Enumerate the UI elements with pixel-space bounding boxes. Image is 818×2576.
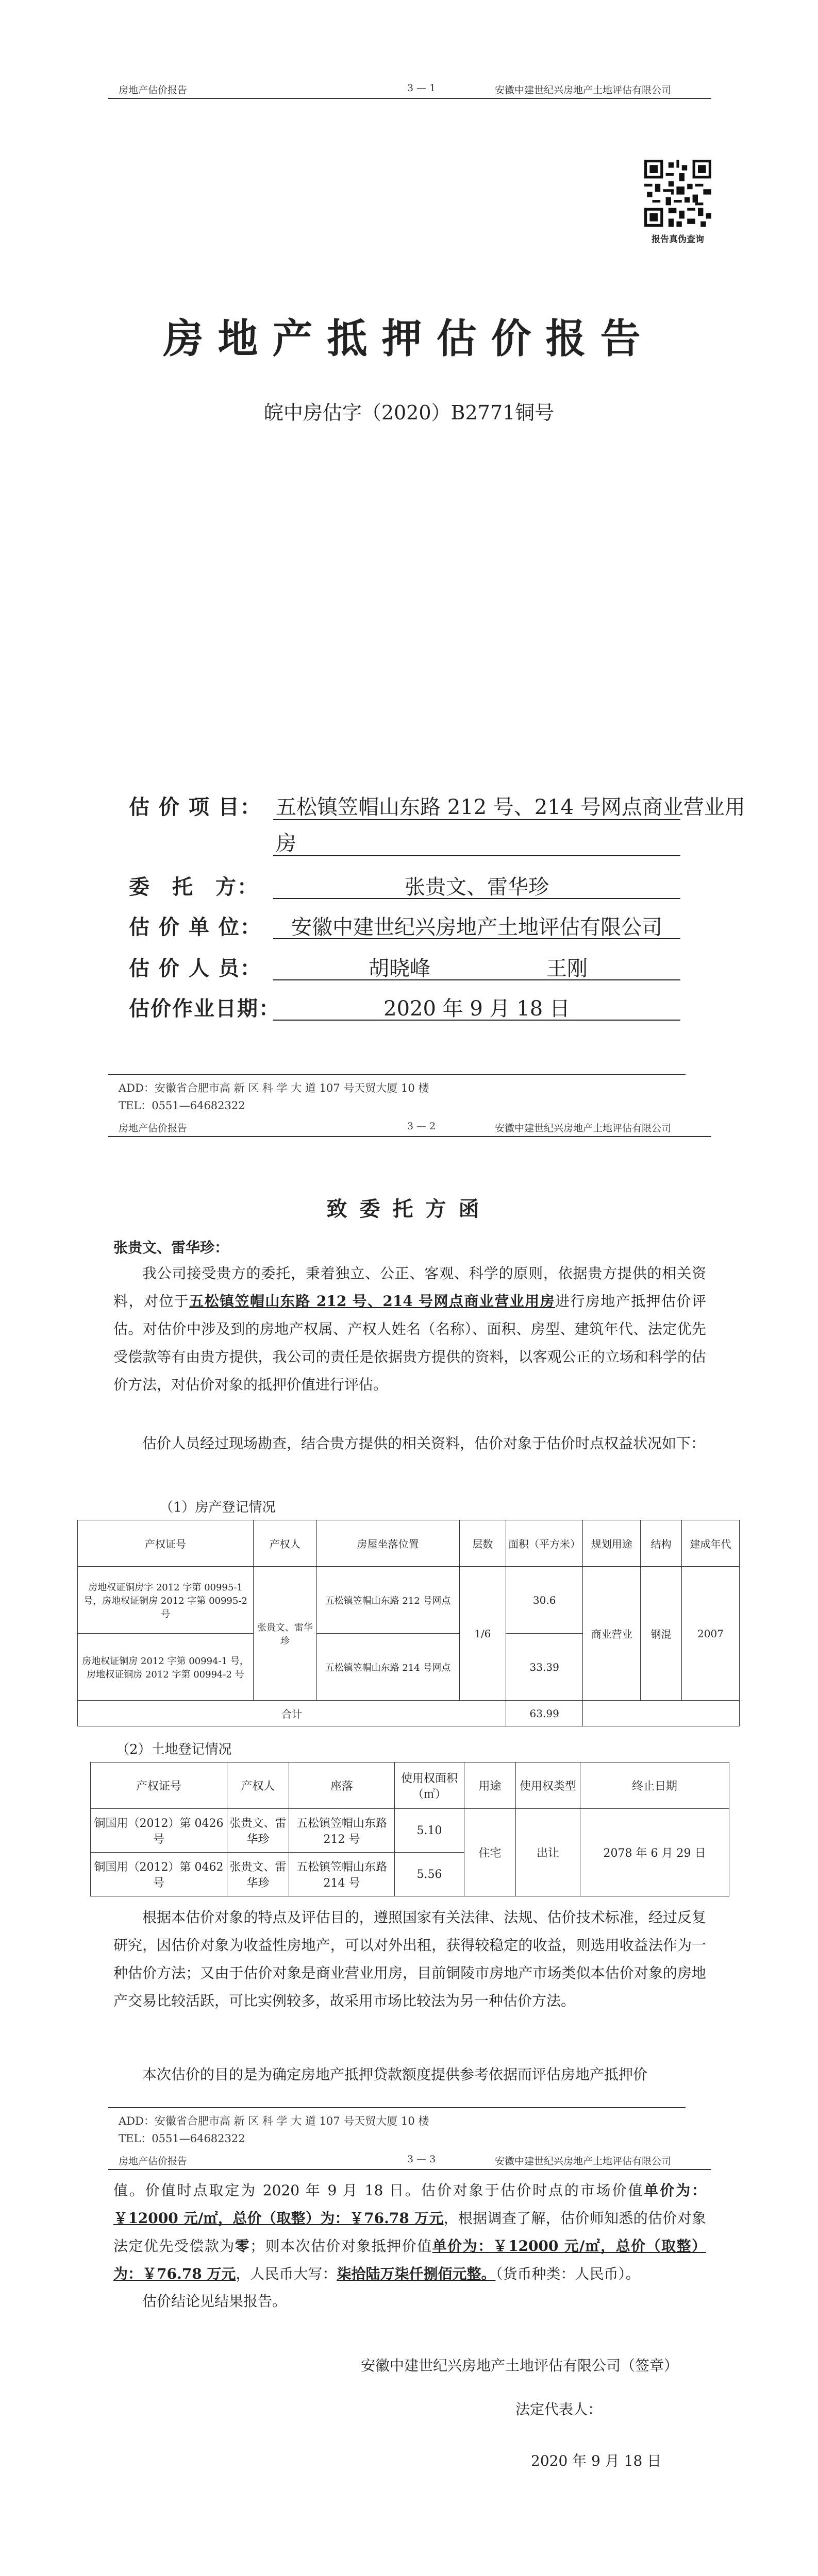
t1-owner: 张贵文、雷华珍 <box>253 1567 316 1701</box>
p5-amount-in-words: 柒拾陆万柒仟捌佰元整。 <box>337 2265 496 2282</box>
footer-phone: TEL：0551—64682322 <box>119 2132 245 2145</box>
p5-currency: （货币种类：人民币）。 <box>495 2265 640 2282</box>
project-underline-2 <box>273 855 680 856</box>
t1-area: 30.6 <box>506 1567 583 1634</box>
table-row <box>78 1567 740 1634</box>
p5-text-d: ，根据调查了解，估价师知悉的估价对象法定优先受偿款为 <box>113 2210 706 2255</box>
appraisers-underline <box>273 979 680 980</box>
t2-header: 使用权面积（㎡） <box>395 1762 464 1809</box>
t1-total-label: 合计 <box>78 1701 506 1726</box>
client-value: 张贵文、雷华珍 <box>405 875 549 899</box>
p5-text-h: ，人民币大写： <box>236 2265 337 2282</box>
t1-header: 面积（平方米） <box>506 1520 583 1567</box>
t1-total-blank <box>583 1701 740 1726</box>
table1-header-row <box>78 1520 740 1567</box>
project-underline-1 <box>273 819 680 820</box>
project-value-line2: 房 <box>276 832 296 855</box>
appraiser-org-value: 安徽中建世纪兴房地产土地评估有限公司 <box>291 916 662 939</box>
t1-structure: 钢混 <box>641 1567 682 1701</box>
table2-caption: （2）土地登记情况 <box>116 1742 232 1757</box>
t1-location: 五松镇笠帽山东路 212 号网点 <box>316 1567 459 1634</box>
project-label: 估 价 项 目： <box>129 795 262 819</box>
header-page-number: 3 — 2 <box>407 1121 436 1132</box>
p5-unit-label: 单价为： <box>644 2182 706 2199</box>
letter-paragraph-2: 估价人员经过现场勘查，结合贵方提供的相关资料，估价对象于估价时点权益状况如下： <box>142 1435 706 1452</box>
t1-header: 产权人 <box>253 1520 316 1567</box>
land-registration-table <box>90 1762 729 1896</box>
t1-use: 商业营业 <box>583 1567 641 1701</box>
t2-cert: 铜国用（2012）第 0426 号 <box>91 1809 227 1853</box>
t2-location: 五松镇笠帽山东路 214 号 <box>289 1853 395 1896</box>
p5-mortgage-value: 单价为：￥12000 元/㎡，总价（取整）为：￥76.78 万元 <box>113 2238 706 2282</box>
header-right: 安徽中建世纪兴房地产土地评估有限公司 <box>495 2156 672 2167</box>
t2-location: 五松镇笠帽山东路 212 号 <box>289 1809 395 1853</box>
t1-header: 产权证号 <box>78 1520 254 1567</box>
appraiser-name-1: 胡晓峰 <box>369 957 430 980</box>
p5-text-f: ；则本次估价对象抵押价值 <box>250 2238 432 2255</box>
letter-title: 致委托方函 <box>326 1197 492 1221</box>
property-registration-table <box>77 1520 740 1726</box>
p1-location: 五松镇笠帽山东路 212 号、214 号网点商业营业用房 <box>189 1293 556 1310</box>
project-value-line1: 五松镇笠帽山东路 212 号、214 号网点商业营业用 <box>276 795 745 819</box>
letter-addressee: 张贵文、雷华珍： <box>113 1239 229 1256</box>
footer-2 <box>119 2112 429 2147</box>
t2-owner: 张贵文、雷华珍 <box>227 1809 289 1853</box>
t1-cert: 房地权证铜房字 2012 字第 00995-1 号，房地权证铜房 2012 字第 00995-2 号 <box>78 1567 254 1634</box>
table-total-row <box>78 1701 740 1726</box>
date-underline <box>273 1020 680 1021</box>
footer-1 <box>119 1079 429 1114</box>
p1-text-a: 我公司接受贵方的委托，秉着独立、公正、客观、科学的原则，依据贵方提供的相关资料，对位于 <box>113 1265 706 1310</box>
t2-header: 产权证号 <box>91 1762 227 1809</box>
t2-header: 终止日期 <box>580 1762 729 1809</box>
t1-cert: 房地权证铜房 2012 字第 00994-1 号，房地权证铜房 2012 字第 00994-2 号 <box>78 1634 254 1701</box>
signature-date: 2020 年 9 月 18 日 <box>531 2452 662 2469</box>
client-underline <box>273 898 680 899</box>
t1-header: 建成年代 <box>682 1520 740 1567</box>
qr-caption: 报告真伪查询 <box>652 234 704 245</box>
t2-type: 出让 <box>516 1809 580 1896</box>
t1-header: 规划用途 <box>583 1520 641 1567</box>
appraiser-org-underline <box>273 938 680 939</box>
footer-address: ADD：安徽省合肥市高 新 区 科 学 大 道 107 号天贸大厦 10 楼 <box>119 1082 429 1094</box>
client-label: 委 托 方： <box>129 875 259 899</box>
header-right: 安徽中建世纪兴房地产土地评估有限公司 <box>495 84 672 96</box>
table1-caption: （1）房产登记情况 <box>160 1500 276 1515</box>
t1-total-area: 63.99 <box>506 1701 583 1726</box>
header-page-number: 3 — 1 <box>407 82 436 94</box>
t2-use: 住宅 <box>464 1809 516 1896</box>
t1-area: 33.39 <box>506 1634 583 1701</box>
appraiser-name-2: 王刚 <box>546 957 588 980</box>
t2-header: 用途 <box>464 1762 516 1809</box>
t2-end: 2078 年 6 月 29 日 <box>580 1809 729 1896</box>
header-left: 房地产估价报告 <box>119 2156 188 2167</box>
appraiser-org-label: 估 价 单 位： <box>129 915 262 939</box>
letter-paragraph-5 <box>113 2177 706 2288</box>
report-number: 皖中房估字（2020）B2771铜号 <box>263 401 555 424</box>
p5-priority-claims: 零 <box>235 2238 251 2255</box>
signature-org: 安徽中建世纪兴房地产土地评估有限公司（签章） <box>361 2357 679 2374</box>
report-title: 房地产抵押估价报告 <box>163 315 655 362</box>
letter-paragraph-6: 估价结论见结果报告。 <box>142 2293 287 2310</box>
qr-code-icon[interactable] <box>644 160 711 227</box>
t1-floor: 1/6 <box>459 1567 506 1701</box>
t2-area: 5.56 <box>395 1853 464 1896</box>
t2-header: 座落 <box>289 1762 395 1809</box>
p5-market-value: ￥12000 元/㎡，总价（取整）为：￥76.78 万元 <box>113 2210 444 2227</box>
footer-phone: TEL：0551—64682322 <box>119 1099 245 1112</box>
t2-owner: 张贵文、雷华珍 <box>227 1853 289 1896</box>
footer-rule-2 <box>108 2107 686 2108</box>
t1-location: 五松镇笠帽山东路 214 号网点 <box>316 1634 459 1701</box>
header-left: 房地产估价报告 <box>119 84 188 96</box>
table2-header-row <box>91 1762 729 1809</box>
letter-paragraph-1 <box>113 1260 706 1399</box>
header-page-number: 3 — 3 <box>407 2154 436 2165</box>
header-right: 安徽中建世纪兴房地产土地评估有限公司 <box>495 1123 672 1134</box>
header-rule <box>108 98 711 99</box>
date-label: 估价作业日期： <box>129 996 280 1021</box>
t1-header: 结构 <box>641 1520 682 1567</box>
appraisers-label: 估 价 人 员： <box>129 956 262 980</box>
date-value: 2020 年 9 月 18 日 <box>383 997 570 1021</box>
p1-text-b: 进行房地产抵押估价评估。对估价中涉及到的房地产权属、产权人姓名（名称）、面积、房型、建筑年代、法定优先受偿款等有由贵方提供，我公司的责任是依据贵方提供的资料，以客观公正的立场和科学的估价方法，对估价对象的抵押价值进行评估。 <box>113 1293 706 1393</box>
footer-rule-1 <box>108 1074 686 1075</box>
p5-text-a: 值。价值时点取定为 2020 年 9 月 18 日。估价对象于估价时点的市场价值 <box>113 2182 644 2199</box>
t2-cert: 铜国用（2012）第 0462 号 <box>91 1853 227 1896</box>
t2-header: 使用权类型 <box>516 1762 580 1809</box>
t1-header: 层数 <box>459 1520 506 1567</box>
table-row <box>91 1809 729 1853</box>
header-rule <box>108 1136 711 1137</box>
t2-area: 5.10 <box>395 1809 464 1853</box>
header-left: 房地产估价报告 <box>119 1123 188 1134</box>
t1-year: 2007 <box>682 1567 740 1701</box>
header-rule <box>108 2169 711 2170</box>
letter-paragraph-4: 本次估价的目的是为确定房地产抵押贷款额度提供参考依据而评估房地产抵押价 <box>142 2066 648 2083</box>
t1-header: 房屋坐落位置 <box>316 1520 459 1567</box>
footer-address: ADD：安徽省合肥市高 新 区 科 学 大 道 107 号天贸大厦 10 楼 <box>119 2115 429 2127</box>
t2-header: 产权人 <box>227 1762 289 1809</box>
letter-paragraph-3: 根据本估价对象的特点及评估目的，遵照国家有关法律、法规、估价技术标准，经过反复研究，因估价对象为收益性房地产，可以对外出租，获得较稳定的收益，则选用收益法作为一种估价方法；又由于估价对象是商业营业用房，目前铜陵市房地产市场类似本估价对象的房地产交易比较活跃，可比实例较多，故采用市场比较法为另一种估价方法。 <box>113 1909 706 2009</box>
signature-representative: 法定代表人： <box>515 2401 603 2418</box>
